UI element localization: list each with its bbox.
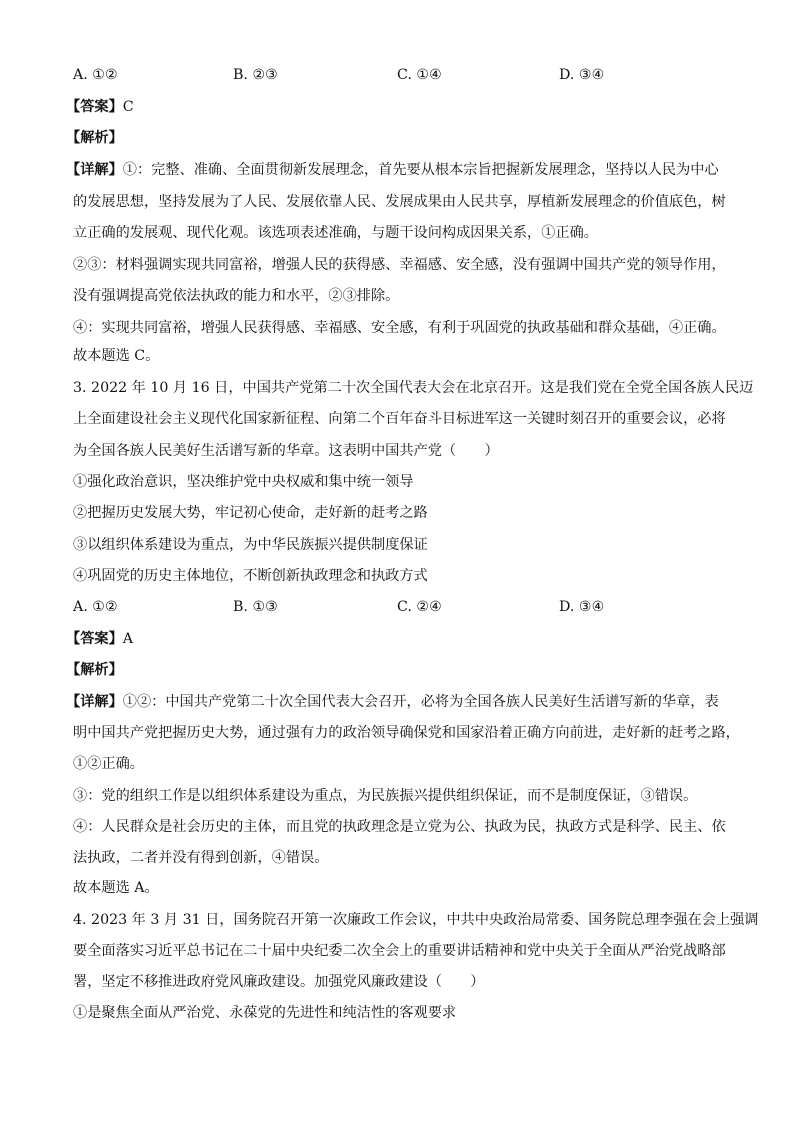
q4-item-1: ①是聚焦全面从严治党、永葆党的先进性和纯洁性的客观要求 [73,1005,457,1021]
q3-answer-label: 【答案】 [66,631,123,647]
q3-item-2: ②把握历史发展大势，牢记初心使命，走好新的赶考之路 [73,505,428,521]
q3-item-1: ①强化政治意识，坚决维护党中央权威和集中统一领导 [73,474,414,490]
q3-detail-label: 【详解】 [66,694,123,710]
q3-detail-line-4: ③：党的组织工作是以组织体系建设为重点，为民族振兴提供组织保证，而不是制度保证，③错误。 [73,788,698,804]
q3-detail-line-2: 明中国共产党把握历史大势，通过强有力的政治领导确保党和国家沿着正确方向前进，走好新的赶考之路， [73,725,740,741]
q4-stem-line-3: 署，坚定不移推进政府党风廉政建设。加强党风廉政建设（ ） [73,974,485,990]
q3-answer-value: A [122,631,134,647]
q3-detail-line-6: 法执政，二者并没有得到创新，④错误。 [73,850,329,866]
q3-detail-line-3: ①②正确。 [73,756,144,772]
q3-detail-line-5: ④：人民群众是社会历史的主体，而且党的执政理念是立党为公、执政为民，执政方式是科学、民主、依 [73,819,726,835]
q4-stem-line-1: 4. 2023 年 3 月 31 日，国务院召开第一次廉政工作会议，中共中央政治局常委、国务院总理李强在会上强调 [73,912,759,928]
q3-option-c: C. ②④ [397,599,442,615]
q2-options-row [73,65,733,85]
q2-answer-label: 【答案】 [66,99,123,115]
q3-option-b: B. ①③ [233,599,278,615]
q2-detail-line-1 [66,160,726,180]
q3-stem-line-3: 为全国各族人民美好生活谱写新的华章。这表明中国共产党（ ） [73,443,499,459]
q3-stem-line-1: 3. 2022 年 10 月 16 日，中国共产党第二十次全国代表大会在北京召开。这是我们党在全党全国各族人民迈 [73,380,754,396]
q3-option-d: D. ③④ [559,599,605,615]
q2-analysis-label: 【解析】 [66,130,123,146]
q2-option-a: A. ①② [73,67,118,83]
q2-detail-line-3: 立正确的发展观、现代化观。该选项表述准确，与题干设问构成因果关系，①正确。 [73,225,598,241]
q2-detail-line-2: 的发展思想，坚持发展为了人民、发展依靠人民、发展成果由人民共享，厚植新发展理念的价值底色，树 [73,194,726,210]
q3-stem-line-2: 上全面建设社会主义现代化国家新征程、向第二个百年奋斗目标进军这一关键时刻召开的重要会议，必将 [73,411,726,427]
q2-detail-text-1: ①：完整、准确、全面贯彻新发展理念，首先要从根本宗旨把握新发展理念，坚持以人民为中心 [122,162,719,178]
q2-detail-label: 【详解】 [66,162,123,178]
q2-detail-line-5: 没有强调提高党依法执政的能力和水平，②③排除。 [73,288,400,304]
q3-conclusion: 故本题选 A。 [73,880,159,896]
q4-stem-line-2: 要全面落实习近平总书记在二十届中央纪委二次全会上的重要讲话精神和党中央关于全面从严治党战略部 [73,943,726,959]
q3-analysis-label: 【解析】 [66,662,123,678]
q3-options-row [73,597,733,617]
q3-detail-text-1: ①②：中国共产党第二十次全国代表大会召开，必将为全国各族人民美好生活谱写新的华章，表 [122,694,719,710]
q2-option-b: B. ②③ [233,67,278,83]
q2-conclusion: 故本题选 C。 [73,348,160,364]
q2-detail-line-4: ②③：材料强调实现共同富裕，增强人民的获得感、幸福感、安全感，没有强调中国共产党的领导作用， [73,257,726,273]
q3-detail-line-1 [66,692,726,712]
q3-option-a: A. ①② [73,599,118,615]
q2-detail-line-6: ④：实现共同富裕，增强人民获得感、幸福感、安全感，有利于巩固党的执政基础和群众基础，④正确。 [73,320,726,336]
q2-answer-value: C [122,99,134,115]
q3-item-4: ④巩固党的历史主体地位，不断创新执政理念和执政方式 [73,568,428,584]
q3-answer [66,629,726,649]
q2-option-c: C. ①④ [397,67,442,83]
q2-answer [66,97,726,117]
q2-option-d: D. ③④ [559,67,605,83]
q3-item-3: ③以组织体系建设为重点，为中华民族振兴提供制度保证 [73,537,428,553]
